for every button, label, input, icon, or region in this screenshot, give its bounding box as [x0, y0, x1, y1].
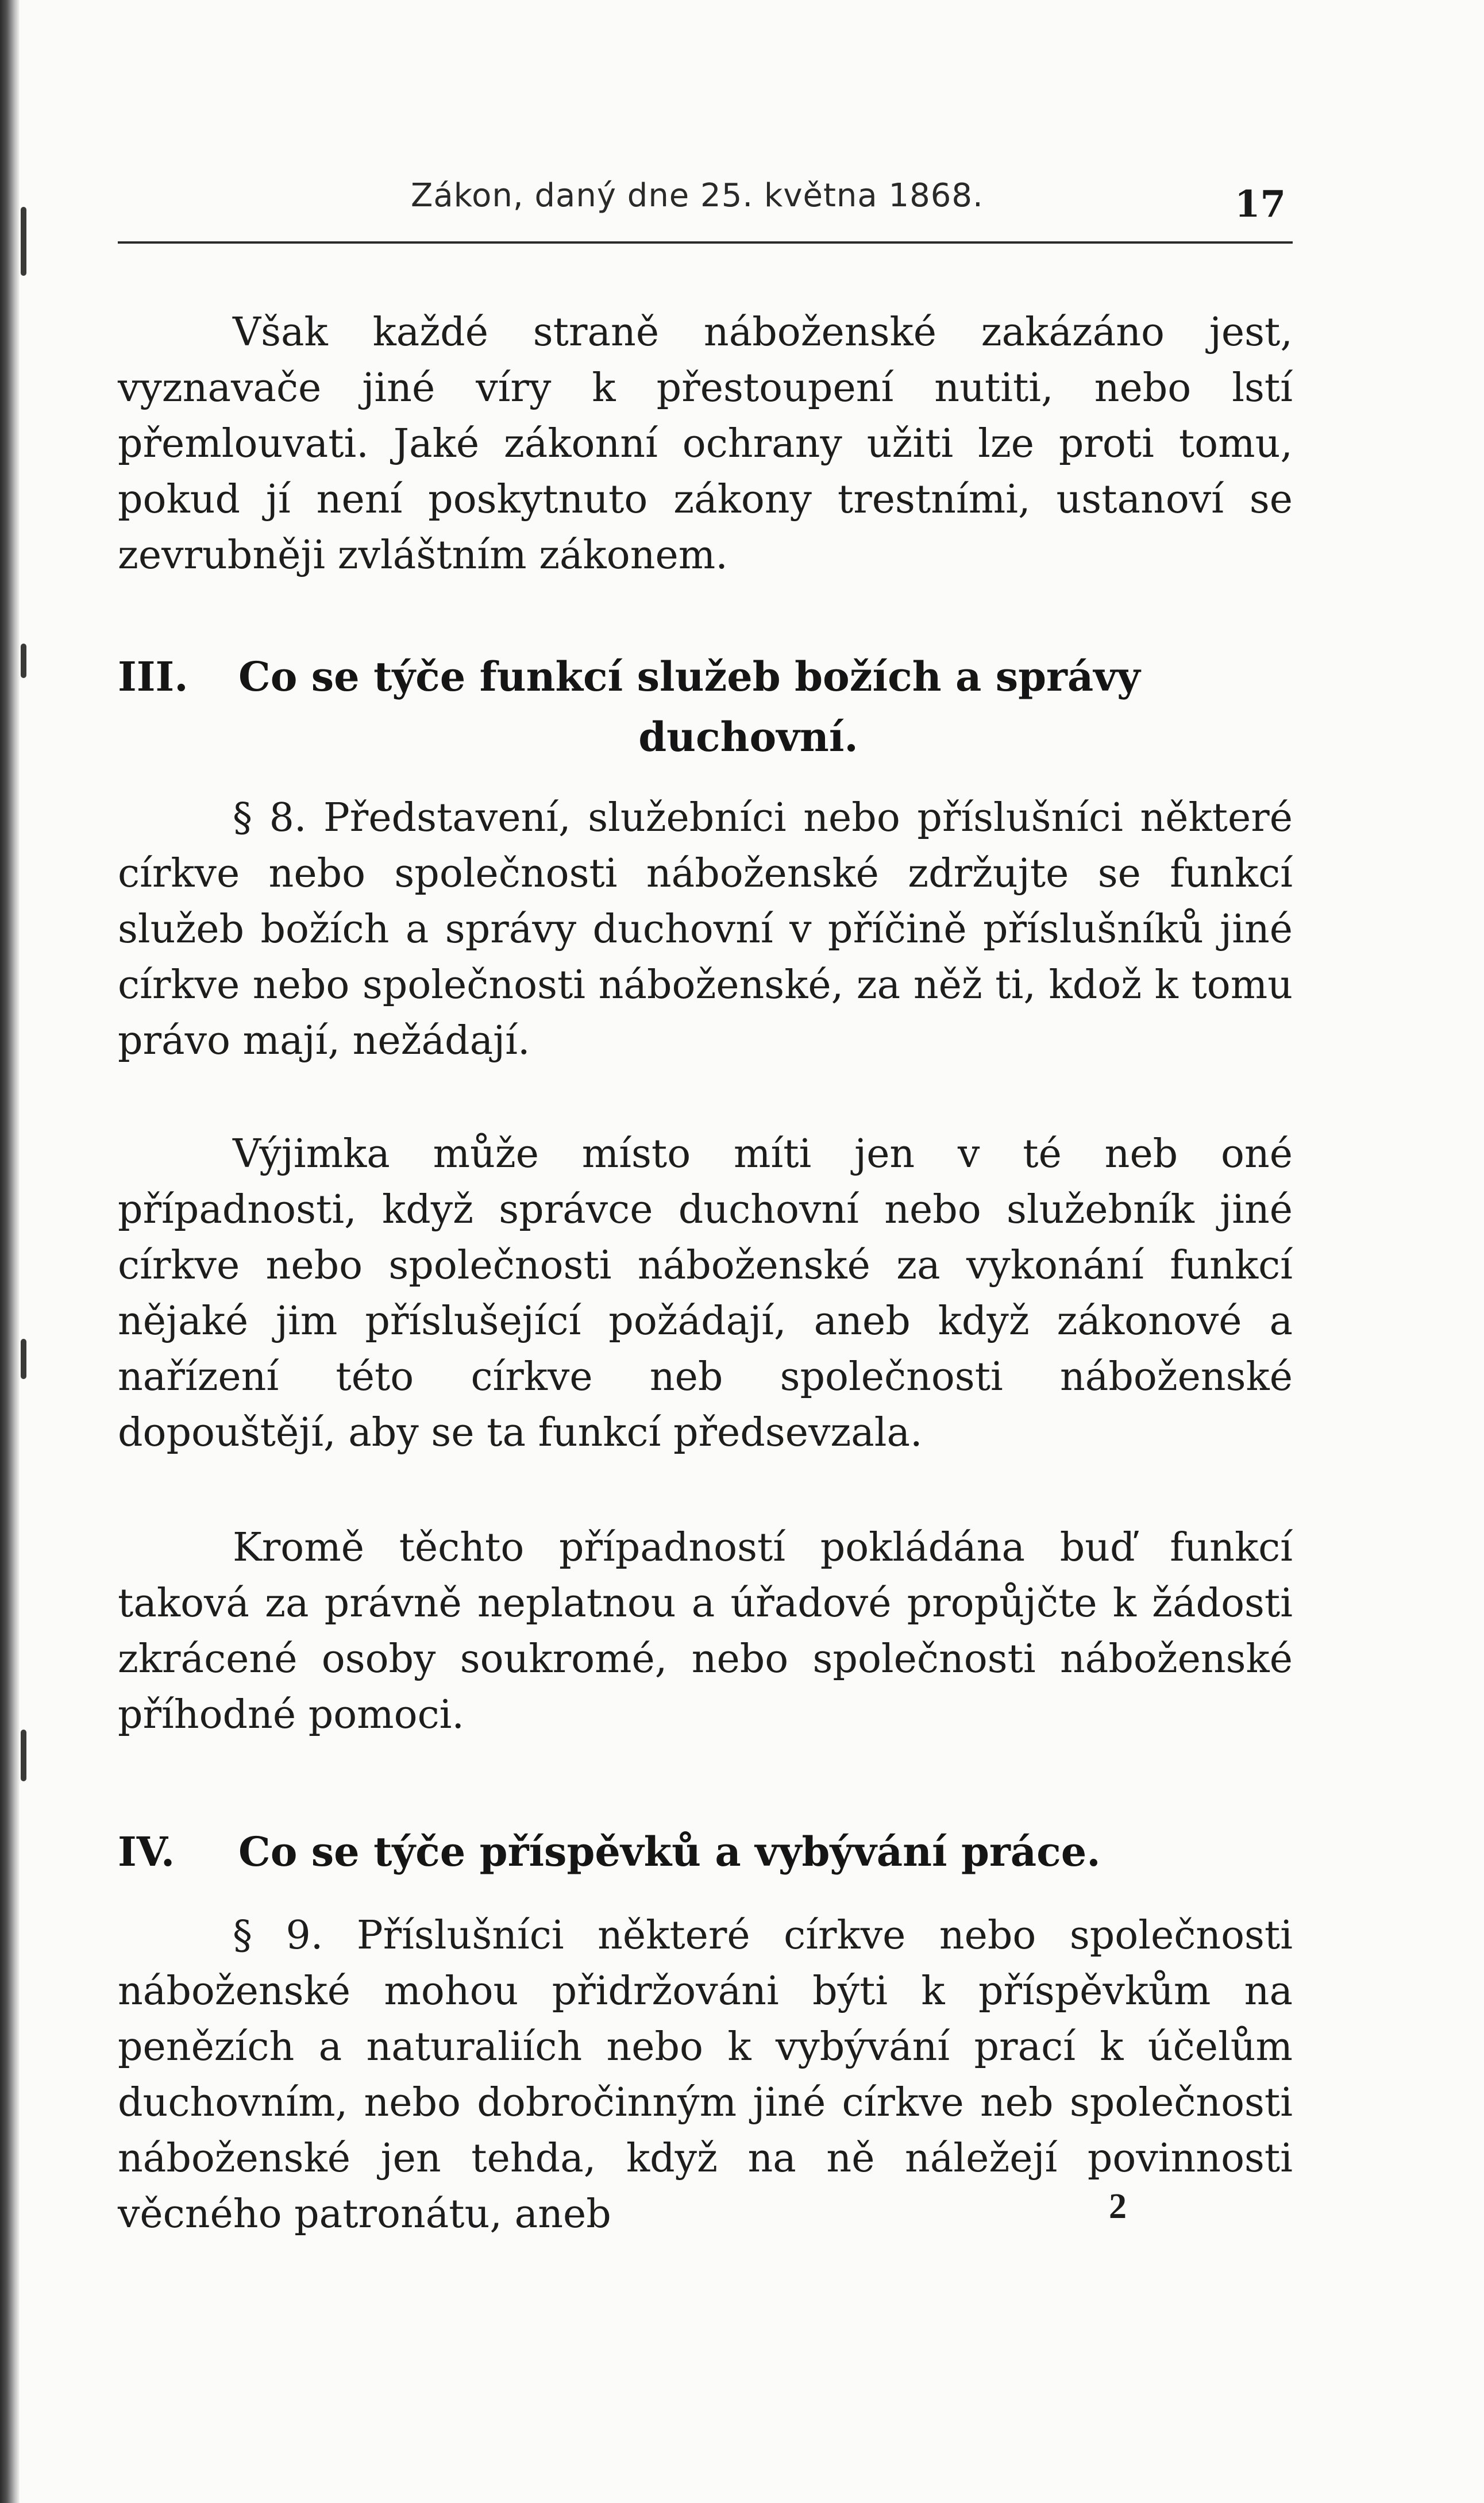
- section-number-4: IV.: [118, 1828, 175, 1876]
- page-spine-shadow: [0, 0, 20, 2503]
- section-title-3-line2: duchovní.: [638, 713, 858, 761]
- section-title-3-line1: Co se týče funkcí služeb božích a správy: [238, 653, 1140, 700]
- paragraph-1: Však každé straně náboženské zakázáno jest, vyznavače jiné víry k přestoupení nutiti, nebo lstí přemlouvati. Jaké zákonní ochrany užiti lze proti tomu, pokud jí není poskytnuto zákony trestními, ustanoví se zevrubněji zvláštním zákonem.: [118, 310, 1293, 578]
- page-number: 17: [1234, 183, 1286, 226]
- running-header: [118, 172, 1293, 224]
- running-header-title: Zákon, daný dne 25. května 1868.: [411, 177, 984, 214]
- signature-mark: 2: [1109, 2187, 1127, 2226]
- section-heading-3: [118, 646, 1293, 767]
- scan-artifact: [21, 644, 26, 678]
- paragraph-section-8: § 8. Představení, služebníci nebo příslušníci některé církve nebo společnosti náboženské zdržujte se funkcí služeb božích a správy duchovní v příčině příslušníků jiné církve nebo společnosti náboženské, za něž ti, kdož k tomu právo mají, nežádají.: [118, 795, 1293, 1064]
- scan-artifact: [21, 207, 26, 276]
- section-number-3: III.: [118, 653, 188, 700]
- scan-artifact: [21, 1339, 26, 1379]
- paragraph-exception: Výjimka může místo míti jen v té neb oné případnosti, když správce duchovní nebo služebník jiné církve nebo společnosti náboženské za vykonání funkcí nějaké jim příslušející požádají, aneb když zákonové a nařízení této církve neb společnosti náboženské dopouštějí, aby se ta funkcí předsevzala.: [118, 1131, 1293, 1455]
- section-title-4: Co se týče příspěvků a vybývání práce.: [238, 1828, 1101, 1876]
- header-rule: [118, 241, 1293, 244]
- scan-artifact: [21, 1730, 26, 1781]
- paragraph-otherwise: Kromě těchto případností pokládána buď funkcí taková za právně neplatnou a úřadové propůjčte k žádosti zkrácené osoby soukromé, nebo společnosti náboženské příhodné pomoci.: [118, 1525, 1293, 1738]
- section-heading-4: [118, 1822, 1293, 1882]
- paragraph-section-9: § 9. Příslušníci některé církve nebo společnosti náboženské mohou přidržováni býti k příspěvkům na penězích a naturaliích nebo k vybývání prací k účelům duchovním, nebo dobročinným jiné církve neb společnosti náboženské jen tehda, když na ně náležejí povinnosti věcného patronátu, aneb: [118, 1913, 1293, 2237]
